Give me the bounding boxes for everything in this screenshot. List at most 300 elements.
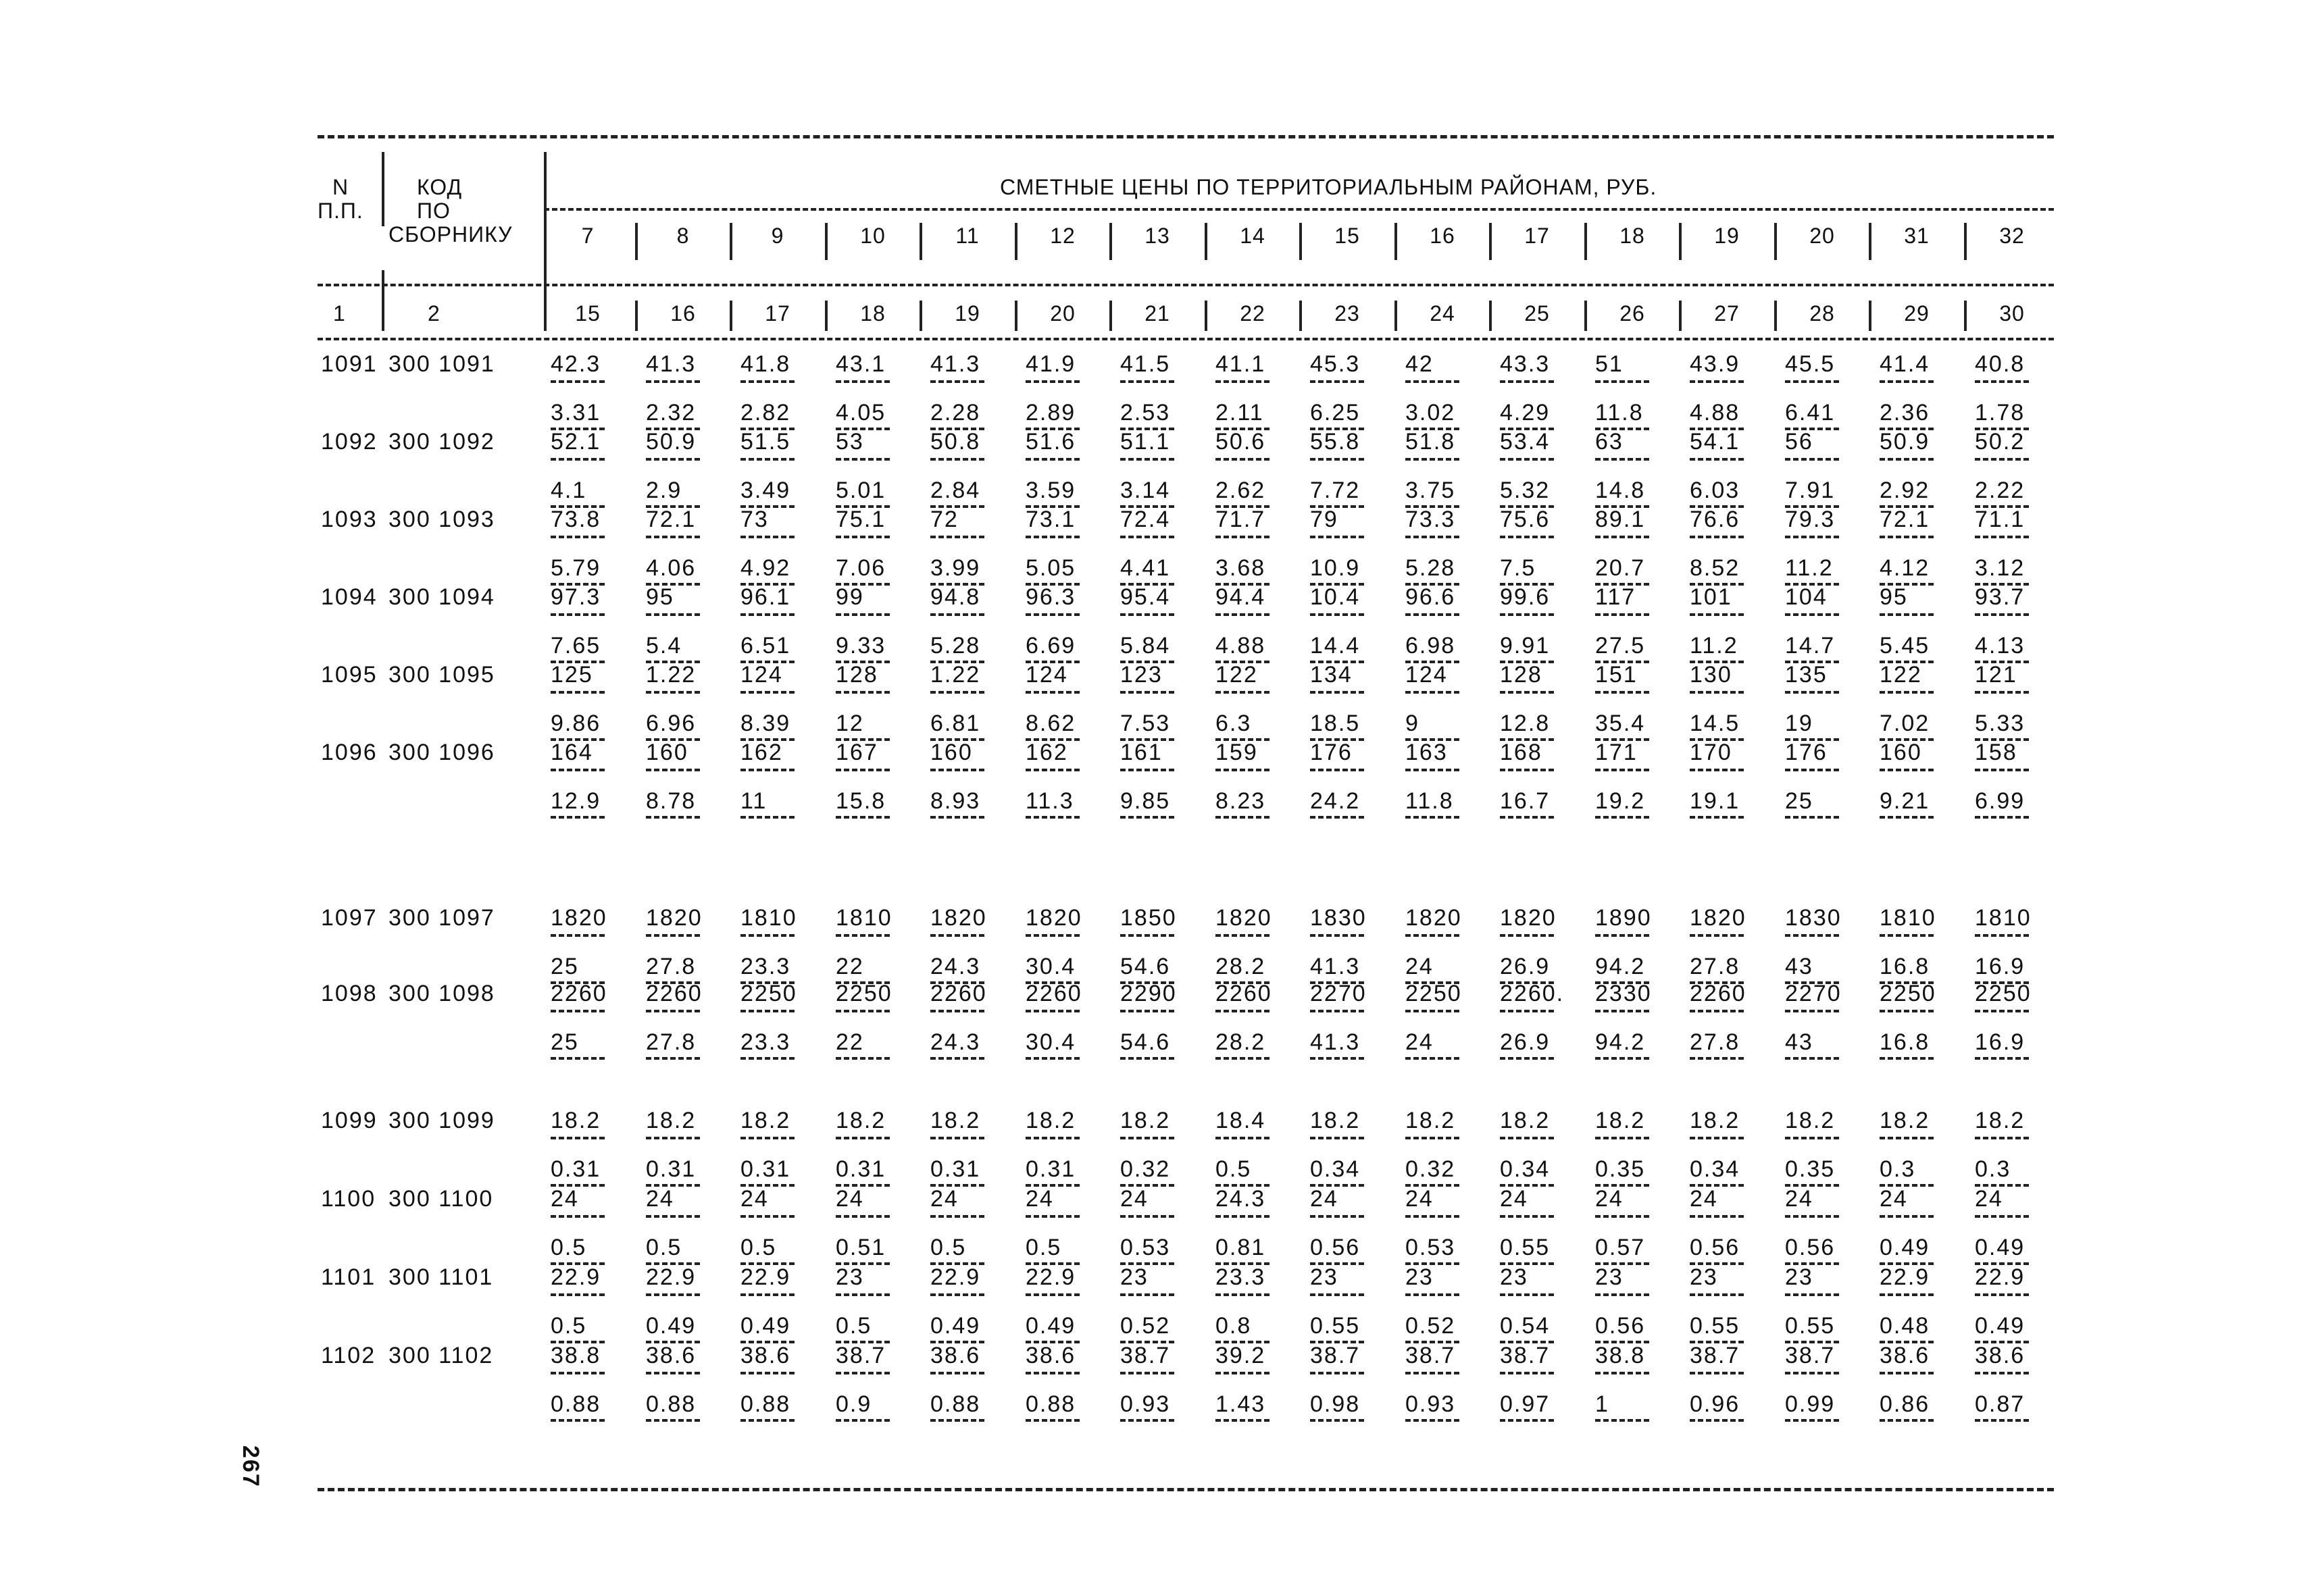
cell-denominator: 22 xyxy=(836,1029,864,1055)
cell-denominator: 0.9 xyxy=(836,1391,872,1417)
cell-numerator: 124 xyxy=(1026,662,1068,688)
cell-denominator: 6.03 xyxy=(1690,478,1740,503)
fraction-bar xyxy=(1405,1010,1459,1012)
fraction-bar xyxy=(1310,1057,1364,1060)
cell-numerator: 170 xyxy=(1690,740,1732,765)
fraction-bar xyxy=(1690,1057,1744,1060)
header-divider xyxy=(730,301,732,331)
row-number: 1102 xyxy=(321,1343,376,1368)
fraction-bar xyxy=(1215,1372,1269,1374)
cell-denominator: 2.28 xyxy=(930,400,981,426)
header-divider xyxy=(1015,301,1017,331)
cell-numerator: 135 xyxy=(1785,662,1828,688)
fraction-bar xyxy=(1310,536,1364,538)
fraction-bar xyxy=(1690,1372,1744,1374)
fraction-bar xyxy=(740,613,795,616)
header-divider xyxy=(1205,301,1207,331)
cell-numerator: 24 xyxy=(1500,1186,1528,1212)
fraction-bar xyxy=(1310,1293,1364,1296)
fraction-bar xyxy=(1026,1293,1080,1296)
fraction-bar xyxy=(1310,1372,1364,1374)
cell-numerator: 2250 xyxy=(740,981,797,1006)
fraction-bar xyxy=(1975,1215,2029,1218)
cell-numerator: 24 xyxy=(1880,1186,1908,1212)
cell-numerator: 24 xyxy=(1975,1186,2003,1212)
cell-denominator: 0.34 xyxy=(1500,1156,1551,1182)
cell-numerator: 18.2 xyxy=(1500,1108,1551,1133)
header-region: 17 xyxy=(1524,224,1550,248)
cell-numerator: 73.1 xyxy=(1026,507,1076,532)
cell-numerator: 63 xyxy=(1595,429,1624,455)
cell-numerator: 122 xyxy=(1880,662,1922,688)
cell-denominator: 0.35 xyxy=(1595,1156,1646,1182)
fraction-bar xyxy=(836,458,890,461)
fraction-bar xyxy=(1120,1057,1174,1060)
cell-denominator: 5.32 xyxy=(1500,478,1551,503)
header-underline xyxy=(544,208,2054,211)
cell-numerator: 158 xyxy=(1975,740,2017,765)
fraction-bar xyxy=(1310,613,1364,616)
cell-denominator: 0.93 xyxy=(1120,1391,1171,1417)
fraction-bar xyxy=(1500,1215,1554,1218)
header-col-number: 30 xyxy=(1999,301,2025,326)
cell-denominator: 94.2 xyxy=(1595,954,1646,979)
cell-numerator: 38.7 xyxy=(1500,1343,1551,1368)
fraction-bar xyxy=(1880,816,1934,819)
header-col-number: 28 xyxy=(1809,301,1835,326)
row-number: 1098 xyxy=(321,981,378,1006)
fraction-bar xyxy=(1975,1419,2029,1422)
cell-numerator: 2260 xyxy=(551,981,607,1006)
header-divider xyxy=(1964,301,1967,331)
cell-denominator: 5.05 xyxy=(1026,555,1076,581)
cell-denominator: 0.31 xyxy=(740,1156,791,1182)
fraction-bar xyxy=(646,1293,700,1296)
cell-numerator: 24 xyxy=(551,1186,579,1212)
fraction-bar xyxy=(1785,1215,1839,1218)
cell-denominator: 0.3 xyxy=(1880,1156,1916,1182)
cell-denominator: 4.05 xyxy=(836,400,886,426)
fraction-bar xyxy=(1026,1419,1080,1422)
cell-numerator: 45.3 xyxy=(1310,351,1361,377)
cell-numerator: 160 xyxy=(1880,740,1922,765)
fraction-bar xyxy=(646,1419,700,1422)
cell-numerator: 2330 xyxy=(1595,981,1652,1006)
cell-denominator: 24.3 xyxy=(930,1029,981,1055)
header-divider xyxy=(825,223,828,260)
cell-numerator: 151 xyxy=(1595,662,1638,688)
cell-numerator: 122 xyxy=(1215,662,1258,688)
page-number: 267 xyxy=(238,1445,263,1488)
cell-denominator: 2.82 xyxy=(740,400,791,426)
cell-denominator: 20.7 xyxy=(1595,555,1646,581)
cell-denominator: 19 xyxy=(1785,711,1813,736)
fraction-bar xyxy=(1215,934,1269,937)
cell-numerator: 41.4 xyxy=(1880,351,1930,377)
cell-denominator: 27.8 xyxy=(646,954,697,979)
header-divider xyxy=(1584,223,1587,260)
cell-numerator: 95 xyxy=(646,584,674,610)
fraction-bar xyxy=(1500,380,1554,383)
cell-denominator: 0.53 xyxy=(1120,1235,1171,1260)
fraction-bar xyxy=(1405,1137,1459,1139)
cell-numerator: 23 xyxy=(1120,1264,1149,1290)
cell-numerator: 1830 xyxy=(1310,905,1367,931)
cell-denominator: 24 xyxy=(1405,1029,1434,1055)
cell-numerator: 38.7 xyxy=(1310,1343,1361,1368)
header-divider xyxy=(730,223,732,260)
cell-numerator: 125 xyxy=(551,662,593,688)
fraction-bar xyxy=(1595,536,1649,538)
row-number: 1100 xyxy=(321,1186,376,1212)
cell-denominator: 0.49 xyxy=(930,1313,981,1339)
cell-denominator: 10.9 xyxy=(1310,555,1361,581)
cell-numerator: 22.9 xyxy=(740,1264,791,1290)
header-col-number: 25 xyxy=(1524,301,1550,326)
cell-numerator: 50.9 xyxy=(1880,429,1930,455)
fraction-bar xyxy=(1026,1057,1080,1060)
fraction-bar xyxy=(1310,1215,1364,1218)
fraction-bar xyxy=(1026,934,1080,937)
fraction-bar xyxy=(740,816,795,819)
cell-denominator: 35.4 xyxy=(1595,711,1646,736)
header-col-number: 17 xyxy=(765,301,790,326)
header-region: 9 xyxy=(771,224,784,248)
fraction-bar xyxy=(551,1293,605,1296)
cell-denominator: 0.55 xyxy=(1310,1313,1361,1339)
fraction-bar xyxy=(1310,934,1364,937)
fraction-bar xyxy=(1595,613,1649,616)
cell-numerator: 24.3 xyxy=(1215,1186,1266,1212)
header-divider xyxy=(382,270,384,331)
row-code: 300 1092 xyxy=(388,429,495,455)
fraction-bar xyxy=(1690,691,1744,694)
header-col-number: 20 xyxy=(1050,301,1076,326)
fraction-bar xyxy=(930,1293,984,1296)
cell-numerator: 134 xyxy=(1310,662,1353,688)
cell-denominator: 25 xyxy=(551,1029,579,1055)
cell-numerator: 23 xyxy=(1785,1264,1813,1290)
header-divider xyxy=(1489,223,1492,260)
header-divider xyxy=(1394,223,1397,260)
fraction-bar xyxy=(1975,691,2029,694)
fraction-bar xyxy=(646,1215,700,1218)
fraction-bar xyxy=(1690,934,1744,937)
cell-denominator: 12.8 xyxy=(1500,711,1551,736)
cell-numerator: 1820 xyxy=(930,905,987,931)
fraction-bar xyxy=(1595,691,1649,694)
cell-denominator: 4.92 xyxy=(740,555,791,581)
header-kod: СБОРНИКУ xyxy=(388,222,513,247)
cell-denominator: 24.2 xyxy=(1310,788,1361,814)
fraction-bar xyxy=(1026,769,1080,771)
fraction-bar xyxy=(1880,769,1934,771)
cell-denominator: 28.2 xyxy=(1215,954,1266,979)
fraction-bar xyxy=(836,613,890,616)
cell-denominator: 0.34 xyxy=(1310,1156,1361,1182)
cell-numerator: 42.3 xyxy=(551,351,601,377)
cell-denominator: 0.88 xyxy=(740,1391,791,1417)
fraction-bar xyxy=(1215,1010,1269,1012)
cell-denominator: 6.25 xyxy=(1310,400,1361,426)
cell-denominator: 4.12 xyxy=(1880,555,1930,581)
cell-denominator: 23.3 xyxy=(740,1029,791,1055)
cell-denominator: 15.8 xyxy=(836,788,886,814)
cell-numerator: 23 xyxy=(1595,1264,1624,1290)
cell-numerator: 2270 xyxy=(1310,981,1367,1006)
cell-numerator: 93.7 xyxy=(1975,584,2026,610)
header-divider xyxy=(1774,301,1777,331)
fraction-bar xyxy=(740,769,795,771)
fraction-bar xyxy=(1120,458,1174,461)
cell-numerator: 23.3 xyxy=(1215,1264,1266,1290)
cell-denominator: 2.11 xyxy=(1215,400,1264,426)
fraction-bar xyxy=(930,1010,984,1012)
cell-denominator: 0.57 xyxy=(1595,1235,1646,1260)
header-n: П.П. xyxy=(318,199,363,223)
cell-numerator: 54.1 xyxy=(1690,429,1740,455)
fraction-bar xyxy=(1975,1137,2029,1139)
cell-numerator: 22.9 xyxy=(1026,1264,1076,1290)
cell-denominator: 0.32 xyxy=(1120,1156,1171,1182)
fraction-bar xyxy=(1880,1293,1934,1296)
cell-numerator: 41.1 xyxy=(1215,351,1266,377)
cell-numerator: 117 xyxy=(1595,584,1636,610)
cell-numerator: 18.4 xyxy=(1215,1108,1266,1133)
fraction-bar xyxy=(1120,691,1174,694)
cell-denominator: 0.99 xyxy=(1785,1391,1836,1417)
cell-numerator: 18.2 xyxy=(1026,1108,1076,1133)
cell-numerator: 95.4 xyxy=(1120,584,1171,610)
cell-numerator: 76.6 xyxy=(1690,507,1740,532)
cell-numerator: 1820 xyxy=(1026,905,1082,931)
cell-denominator: 25 xyxy=(551,954,579,979)
cell-numerator: 2250 xyxy=(836,981,892,1006)
fraction-bar xyxy=(1690,769,1744,771)
cell-denominator: 16.8 xyxy=(1880,954,1930,979)
cell-numerator: 24 xyxy=(836,1186,864,1212)
fraction-bar xyxy=(1595,1010,1649,1012)
cell-numerator: 128 xyxy=(1500,662,1542,688)
cell-denominator: 9 xyxy=(1405,711,1419,736)
cell-numerator: 38.7 xyxy=(1405,1343,1456,1368)
cell-numerator: 18.2 xyxy=(1975,1108,2026,1133)
cell-numerator: 51.8 xyxy=(1405,429,1456,455)
row-code: 300 1100 xyxy=(388,1186,494,1212)
cell-numerator: 167 xyxy=(836,740,878,765)
header-kod: КОД xyxy=(417,175,463,199)
cell-denominator: 28.2 xyxy=(1215,1029,1266,1055)
cell-denominator: 19.1 xyxy=(1690,788,1740,814)
cell-denominator: 7.65 xyxy=(551,633,601,659)
cell-denominator: 0.48 xyxy=(1880,1313,1930,1339)
cell-denominator: 14.4 xyxy=(1310,633,1361,659)
cell-denominator: 2.62 xyxy=(1215,478,1266,503)
cell-denominator: 5.01 xyxy=(836,478,886,503)
fraction-bar xyxy=(930,1057,984,1060)
cell-denominator: 11 xyxy=(740,788,768,814)
cell-denominator: 30.4 xyxy=(1026,1029,1076,1055)
cell-denominator: 22 xyxy=(836,954,864,979)
fraction-bar xyxy=(551,1137,605,1139)
cell-denominator: 24 xyxy=(1405,954,1434,979)
cell-denominator: 8.78 xyxy=(646,788,697,814)
cell-denominator: 6.3 xyxy=(1215,711,1252,736)
cell-denominator: 30.4 xyxy=(1026,954,1076,979)
fraction-bar xyxy=(1120,1215,1174,1218)
cell-numerator: 24 xyxy=(1310,1186,1338,1212)
fraction-bar xyxy=(646,458,700,461)
fraction-bar xyxy=(930,816,984,819)
cell-numerator: 73 xyxy=(740,507,769,532)
cell-denominator: 0.88 xyxy=(646,1391,697,1417)
cell-numerator: 101 xyxy=(1690,584,1732,610)
fraction-bar xyxy=(551,613,605,616)
cell-numerator: 97.3 xyxy=(551,584,601,610)
cell-denominator: 6.96 xyxy=(646,711,697,736)
cell-denominator: 2.36 xyxy=(1880,400,1930,426)
fraction-bar xyxy=(1120,934,1174,937)
fraction-bar xyxy=(1785,1137,1839,1139)
fraction-bar xyxy=(551,380,605,383)
fraction-bar xyxy=(1120,1010,1174,1012)
fraction-bar xyxy=(1500,458,1554,461)
fraction-bar xyxy=(646,934,700,937)
fraction-bar xyxy=(551,1215,605,1218)
cell-denominator: 3.12 xyxy=(1975,555,2026,581)
cell-numerator: 23 xyxy=(1500,1264,1528,1290)
cell-denominator: 2.89 xyxy=(1026,400,1076,426)
cell-numerator: 55.8 xyxy=(1310,429,1361,455)
row-code: 300 1098 xyxy=(388,981,495,1006)
fraction-bar xyxy=(1880,613,1934,616)
row-number: 1096 xyxy=(321,740,378,765)
cell-denominator: 6.99 xyxy=(1975,788,2026,814)
header-divider xyxy=(1679,301,1682,331)
cell-denominator: 3.49 xyxy=(740,478,791,503)
fraction-bar xyxy=(1120,380,1174,383)
fraction-bar xyxy=(1026,691,1080,694)
fraction-bar xyxy=(1690,816,1744,819)
cell-numerator: 43.9 xyxy=(1690,351,1740,377)
cell-numerator: 2260. xyxy=(1500,981,1565,1006)
header-divider xyxy=(1015,223,1017,260)
cell-numerator: 38.7 xyxy=(1785,1343,1836,1368)
cell-denominator: 1.78 xyxy=(1975,400,2026,426)
cell-denominator: 0.96 xyxy=(1690,1391,1740,1417)
header-underline xyxy=(318,338,2054,340)
cell-numerator: 38.8 xyxy=(551,1343,601,1368)
cell-numerator: 41.8 xyxy=(740,351,791,377)
cell-numerator: 1820 xyxy=(551,905,607,931)
fraction-bar xyxy=(1500,1419,1554,1422)
fraction-bar xyxy=(1310,380,1364,383)
fraction-bar xyxy=(740,1137,795,1139)
fraction-bar xyxy=(1215,1215,1269,1218)
fraction-bar xyxy=(1120,1293,1174,1296)
fraction-bar xyxy=(1690,458,1744,461)
cell-denominator: 7.5 xyxy=(1500,555,1536,581)
cell-denominator: 2.32 xyxy=(646,400,697,426)
fraction-bar xyxy=(1690,613,1744,616)
cell-denominator: 43 xyxy=(1785,954,1813,979)
fraction-bar xyxy=(1405,816,1459,819)
cell-denominator: 0.55 xyxy=(1690,1313,1740,1339)
cell-denominator: 7.72 xyxy=(1310,478,1361,503)
cell-denominator: 0.31 xyxy=(646,1156,697,1182)
cell-numerator: 1820 xyxy=(1690,905,1746,931)
fraction-bar xyxy=(551,458,605,461)
fraction-bar xyxy=(930,380,984,383)
cell-numerator: 128 xyxy=(836,662,878,688)
fraction-bar xyxy=(930,613,984,616)
cell-numerator: 96.3 xyxy=(1026,584,1076,610)
cell-numerator: 18.2 xyxy=(551,1108,601,1133)
cell-denominator: 0.56 xyxy=(1785,1235,1836,1260)
cell-numerator: 18.2 xyxy=(646,1108,697,1133)
cell-numerator: 71.7 xyxy=(1215,507,1266,532)
cell-denominator: 0.88 xyxy=(1026,1391,1076,1417)
cell-numerator: 41.5 xyxy=(1120,351,1171,377)
fraction-bar xyxy=(1785,1057,1839,1060)
fraction-bar xyxy=(930,1372,984,1374)
cell-numerator: 1820 xyxy=(1500,905,1557,931)
cell-numerator: 164 xyxy=(551,740,593,765)
row-code: 300 1096 xyxy=(388,740,495,765)
cell-numerator: 89.1 xyxy=(1595,507,1646,532)
fraction-bar xyxy=(1405,1419,1459,1422)
cell-denominator: 0.35 xyxy=(1785,1156,1836,1182)
fraction-bar xyxy=(1026,380,1080,383)
fraction-bar xyxy=(1975,816,2029,819)
cell-numerator: 23 xyxy=(1690,1264,1718,1290)
header-title: СМЕТНЫЕ ЦЕНЫ ПО ТЕРРИТОРИАЛЬНЫМ РАЙОНАМ, РУБ. xyxy=(1000,175,1657,199)
fraction-bar xyxy=(551,769,605,771)
cell-numerator: 2260 xyxy=(930,981,987,1006)
row-code: 300 1095 xyxy=(388,662,495,688)
fraction-bar xyxy=(1975,934,2029,937)
cell-denominator: 0.3 xyxy=(1975,1156,2011,1182)
fraction-bar xyxy=(1880,1057,1934,1060)
cell-numerator: 51 xyxy=(1595,351,1624,377)
fraction-bar xyxy=(1120,1419,1174,1422)
cell-denominator: 14.8 xyxy=(1595,478,1646,503)
fraction-bar xyxy=(740,691,795,694)
fraction-bar xyxy=(1975,1057,2029,1060)
cell-numerator: 24 xyxy=(930,1186,959,1212)
fraction-bar xyxy=(1310,816,1364,819)
cell-numerator: 72.4 xyxy=(1120,507,1171,532)
fraction-bar xyxy=(1215,1057,1269,1060)
fraction-bar xyxy=(740,536,795,538)
cell-numerator: 159 xyxy=(1215,740,1258,765)
cell-numerator: 24 xyxy=(1120,1186,1149,1212)
cell-numerator: 1830 xyxy=(1785,905,1842,931)
header-region: 11 xyxy=(955,224,980,248)
cell-numerator: 2270 xyxy=(1785,981,1842,1006)
cell-denominator: 1.43 xyxy=(1215,1391,1266,1417)
cell-denominator: 8.52 xyxy=(1690,555,1740,581)
fraction-bar xyxy=(1310,458,1364,461)
fraction-bar xyxy=(1785,769,1839,771)
fraction-bar xyxy=(1215,1137,1269,1139)
fraction-bar xyxy=(1215,458,1269,461)
fraction-bar xyxy=(1215,1419,1269,1422)
fraction-bar xyxy=(1026,458,1080,461)
cell-denominator: 4.1 xyxy=(551,478,587,503)
fraction-bar xyxy=(1405,1215,1459,1218)
cell-numerator: 94.8 xyxy=(930,584,981,610)
